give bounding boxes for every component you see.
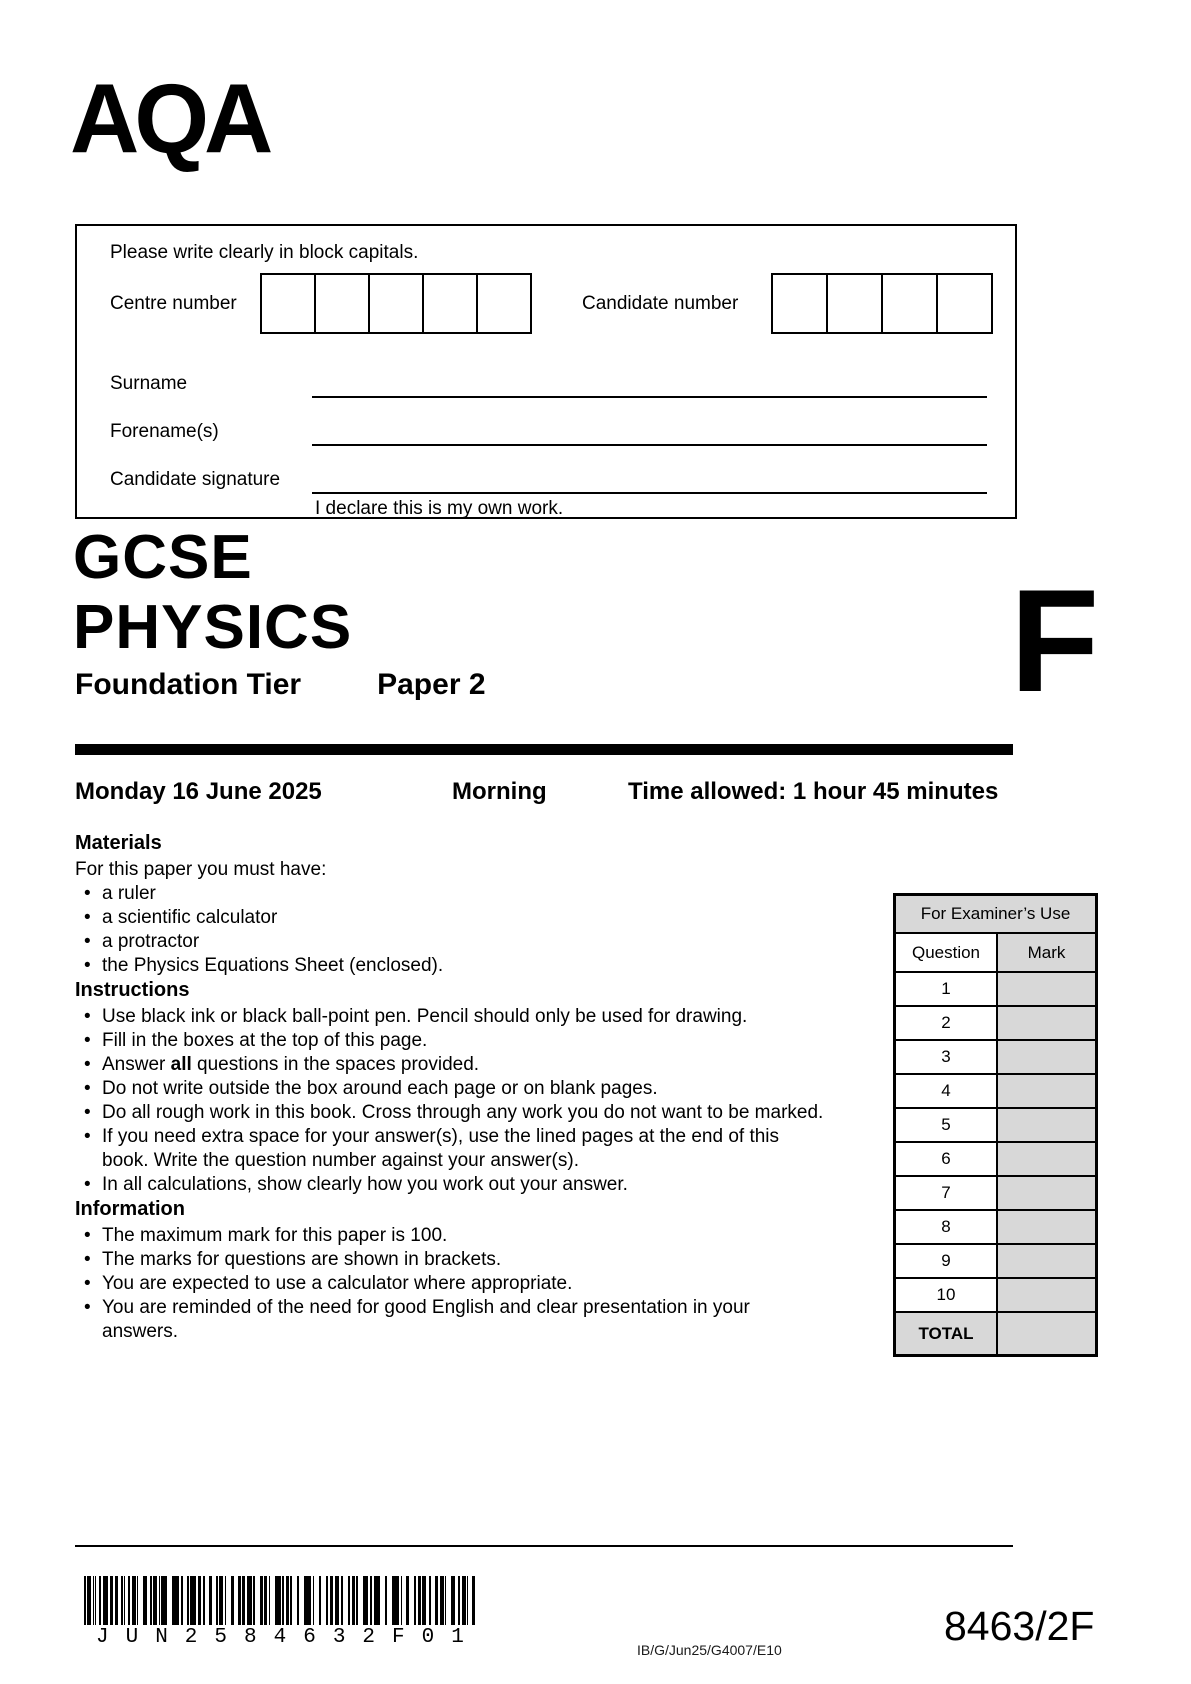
centre-number-cell[interactable] xyxy=(424,275,478,332)
examiner-table-row xyxy=(895,1176,1097,1210)
mark-cell xyxy=(997,1108,1097,1142)
mark-cell xyxy=(997,1244,1097,1278)
information-item: • The maximum mark for this paper is 100. xyxy=(75,1224,830,1248)
mark-cell xyxy=(997,1006,1097,1040)
candidate-number-cell[interactable] xyxy=(828,275,883,332)
total-label-cell: TOTAL xyxy=(895,1312,998,1356)
exam-date: Monday 16 June 2025 xyxy=(75,778,322,805)
mark-cell xyxy=(997,1210,1097,1244)
examiner-table-row xyxy=(895,1040,1097,1074)
examiner-table-row xyxy=(895,1006,1097,1040)
mark-column-header: Mark xyxy=(997,933,1097,972)
question-number-cell: 7 xyxy=(895,1176,998,1210)
surname-label: Surname xyxy=(110,373,188,394)
tier-paper-line xyxy=(75,668,486,702)
signature-label: Candidate signature xyxy=(110,469,281,490)
mark-cell xyxy=(997,1278,1097,1312)
total-mark-cell xyxy=(997,1312,1097,1356)
mark-cell xyxy=(997,1040,1097,1074)
paper-label: Paper 2 xyxy=(377,668,486,701)
candidate-number-input[interactable] xyxy=(771,273,993,334)
centre-number-cell[interactable] xyxy=(478,275,530,332)
footer-rule xyxy=(75,1545,1013,1547)
centre-number-cell[interactable] xyxy=(316,275,370,332)
tier-letter: F xyxy=(1010,559,1100,722)
mark-cell xyxy=(997,1176,1097,1210)
instructions-item: • Use black ink or black ball-point pen. Pencil should only be used for drawing. xyxy=(75,1005,830,1029)
paper-code: 8463/2F xyxy=(944,1603,1095,1649)
instructions-heading: Instructions xyxy=(75,979,190,1001)
mark-cell xyxy=(997,1074,1097,1108)
qualification-title: GCSE xyxy=(73,523,253,592)
information-list xyxy=(75,1224,830,1344)
divider-bar xyxy=(75,744,1013,755)
examiner-use-table xyxy=(893,893,1098,1357)
question-number-cell: 2 xyxy=(895,1006,998,1040)
time-allowed: Time allowed: 1 hour 45 minutes xyxy=(628,778,999,805)
front-page-text xyxy=(75,831,830,1344)
instructions-item: • Do not write outside the box around each page or on blank pages. xyxy=(75,1077,830,1101)
examiner-table-row xyxy=(895,972,1097,1006)
mark-cell xyxy=(997,972,1097,1006)
candidate-details-box xyxy=(75,224,1017,519)
materials-item: • a scientific calculator xyxy=(75,906,830,930)
examiner-table-row xyxy=(895,1278,1097,1312)
candidate-number-label: Candidate number xyxy=(582,293,739,314)
examiner-table-row xyxy=(895,1074,1097,1108)
centre-number-cell[interactable] xyxy=(262,275,316,332)
materials-heading: Materials xyxy=(75,832,162,854)
centre-number-input[interactable] xyxy=(260,273,532,334)
instructions-item: • Do all rough work in this book. Cross through any work you do not want to be marked. xyxy=(75,1101,830,1125)
mark-cell xyxy=(997,1142,1097,1176)
instructions-item: • Fill in the boxes at the top of this page. xyxy=(75,1029,830,1053)
centre-number-label: Centre number xyxy=(110,293,237,314)
materials-item: • a protractor xyxy=(75,930,830,954)
question-number-cell: 6 xyxy=(895,1142,998,1176)
information-item: • You are reminded of the need for good English and clear presentation in your answers. xyxy=(75,1296,830,1344)
information-item: • You are expected to use a calculator where appropriate. xyxy=(75,1272,830,1296)
question-number-cell: 3 xyxy=(895,1040,998,1074)
barcode xyxy=(84,1576,476,1625)
forenames-field[interactable] xyxy=(312,444,987,446)
information-heading: Information xyxy=(75,1198,185,1220)
instructions-list xyxy=(75,1005,830,1197)
examiner-table-row xyxy=(895,1108,1097,1142)
materials-item: • a ruler xyxy=(75,882,830,906)
information-item: • The marks for questions are shown in brackets. xyxy=(75,1248,830,1272)
materials-intro: For this paper you must have: xyxy=(75,859,327,880)
instructions-item: • In all calculations, show clearly how you work out your answer. xyxy=(75,1173,830,1197)
examiner-table-row xyxy=(895,1142,1097,1176)
question-number-cell: 8 xyxy=(895,1210,998,1244)
examiner-table-row xyxy=(895,1244,1097,1278)
question-number-cell: 1 xyxy=(895,972,998,1006)
question-column-header: Question xyxy=(895,933,998,972)
question-number-cell: 9 xyxy=(895,1244,998,1278)
question-number-cell: 5 xyxy=(895,1108,998,1142)
materials-list xyxy=(75,882,830,978)
materials-item: • the Physics Equations Sheet (enclosed). xyxy=(75,954,830,978)
candidate-number-cell[interactable] xyxy=(773,275,828,332)
question-number-cell: 10 xyxy=(895,1278,998,1312)
declaration-text: I declare this is my own work. xyxy=(315,498,564,519)
subject-title: PHYSICS xyxy=(73,593,353,662)
reference-code: IB/G/Jun25/G4007/E10 xyxy=(637,1642,782,1658)
examiner-table-title: For Examiner’s Use xyxy=(895,895,1097,934)
question-number-cell: 4 xyxy=(895,1074,998,1108)
candidate-number-cell[interactable] xyxy=(938,275,991,332)
instructions-item: • If you need extra space for your answer(s), use the lined pages at the end of this book. Write the question number against your answer(s). xyxy=(75,1125,830,1173)
tier-label: Foundation Tier xyxy=(75,668,302,701)
examiner-table-total-row xyxy=(895,1312,1097,1356)
exam-session: Morning xyxy=(452,778,547,805)
block-capitals-instruction: Please write clearly in block capitals. xyxy=(110,242,419,263)
aqa-logo: AQA xyxy=(70,64,269,175)
centre-number-cell[interactable] xyxy=(370,275,424,332)
candidate-number-cell[interactable] xyxy=(883,275,938,332)
instructions-item: • Answer all questions in the spaces provided. xyxy=(75,1053,830,1077)
surname-field[interactable] xyxy=(312,396,987,398)
examiner-table-row xyxy=(895,1210,1097,1244)
signature-field[interactable] xyxy=(312,492,987,494)
barcode-text: JUN2584632F01 xyxy=(96,1626,481,1649)
forenames-label: Forename(s) xyxy=(110,421,219,442)
